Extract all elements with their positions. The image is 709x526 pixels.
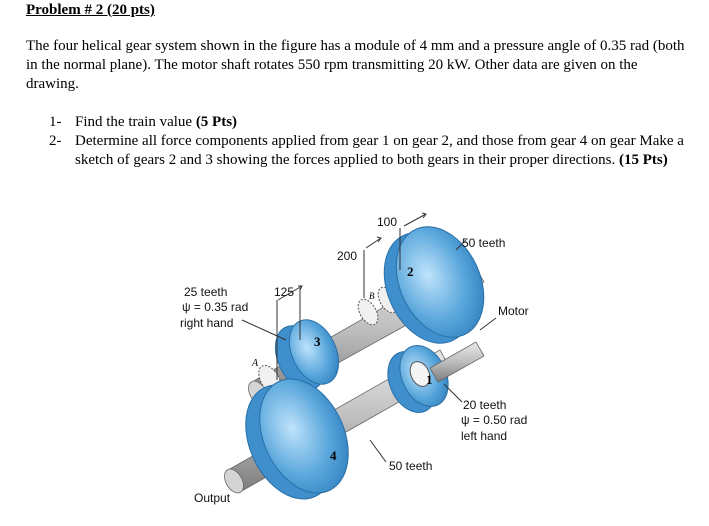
task-2-number: 2-: [49, 133, 62, 149]
task-2-points: (15 Pts): [619, 152, 668, 168]
dimension-125-label: 125: [274, 285, 295, 299]
motor-label: Motor: [498, 304, 529, 318]
bearing-b-label: B: [369, 291, 375, 301]
gear-2-teeth-label: 50 teeth: [462, 236, 506, 250]
gear-1-teeth-label: 20 teeth: [463, 398, 507, 412]
gear-3-helix-label: ψ = 0.35 rad: [182, 300, 249, 314]
gear-1-hand-label: left hand: [461, 429, 508, 443]
task-1-text: Find the train value (5 Pts): [75, 114, 238, 130]
gear-1-helix-label: ψ = 0.50 rad: [461, 413, 528, 427]
problem-heading: Problem # 2 (20 pts): [26, 2, 155, 18]
gear-4-number: 4: [330, 448, 337, 463]
task-1-number: 1-: [49, 114, 62, 130]
task-2-text: Determine all force components applied from gear 1 on gear 2, and those from gear 4 on gear Make a sketch of gears 2 and 3 showing the forces applied to both gears in their proper directions. (15 Pts): [75, 133, 684, 168]
gear-3-teeth-label: 25 teeth: [184, 285, 228, 299]
gear-3-number: 3: [314, 334, 321, 349]
gear-1: [379, 338, 458, 421]
bearing-a-label: A: [252, 358, 259, 369]
gear-4-teeth-label: 50 teeth: [389, 459, 433, 473]
gear-1-number: 1: [426, 372, 433, 387]
dimension-100-label: 100: [377, 215, 398, 229]
problem-statement: The four helical gear system shown in the figure has a module of 4 mm and a pressure angle of 0.35 rad (both in the normal plane). The motor shaft rotates 550 rpm transmitting 20 kW. Other data are given on the drawing.: [26, 38, 685, 92]
dimension-200-label: 200: [337, 249, 358, 263]
output-label: Output: [194, 491, 231, 505]
gear-2-number: 2: [407, 264, 414, 279]
gear-3-hand-label: right hand: [180, 316, 234, 330]
task-1-points: (5 Pts): [195, 114, 238, 130]
